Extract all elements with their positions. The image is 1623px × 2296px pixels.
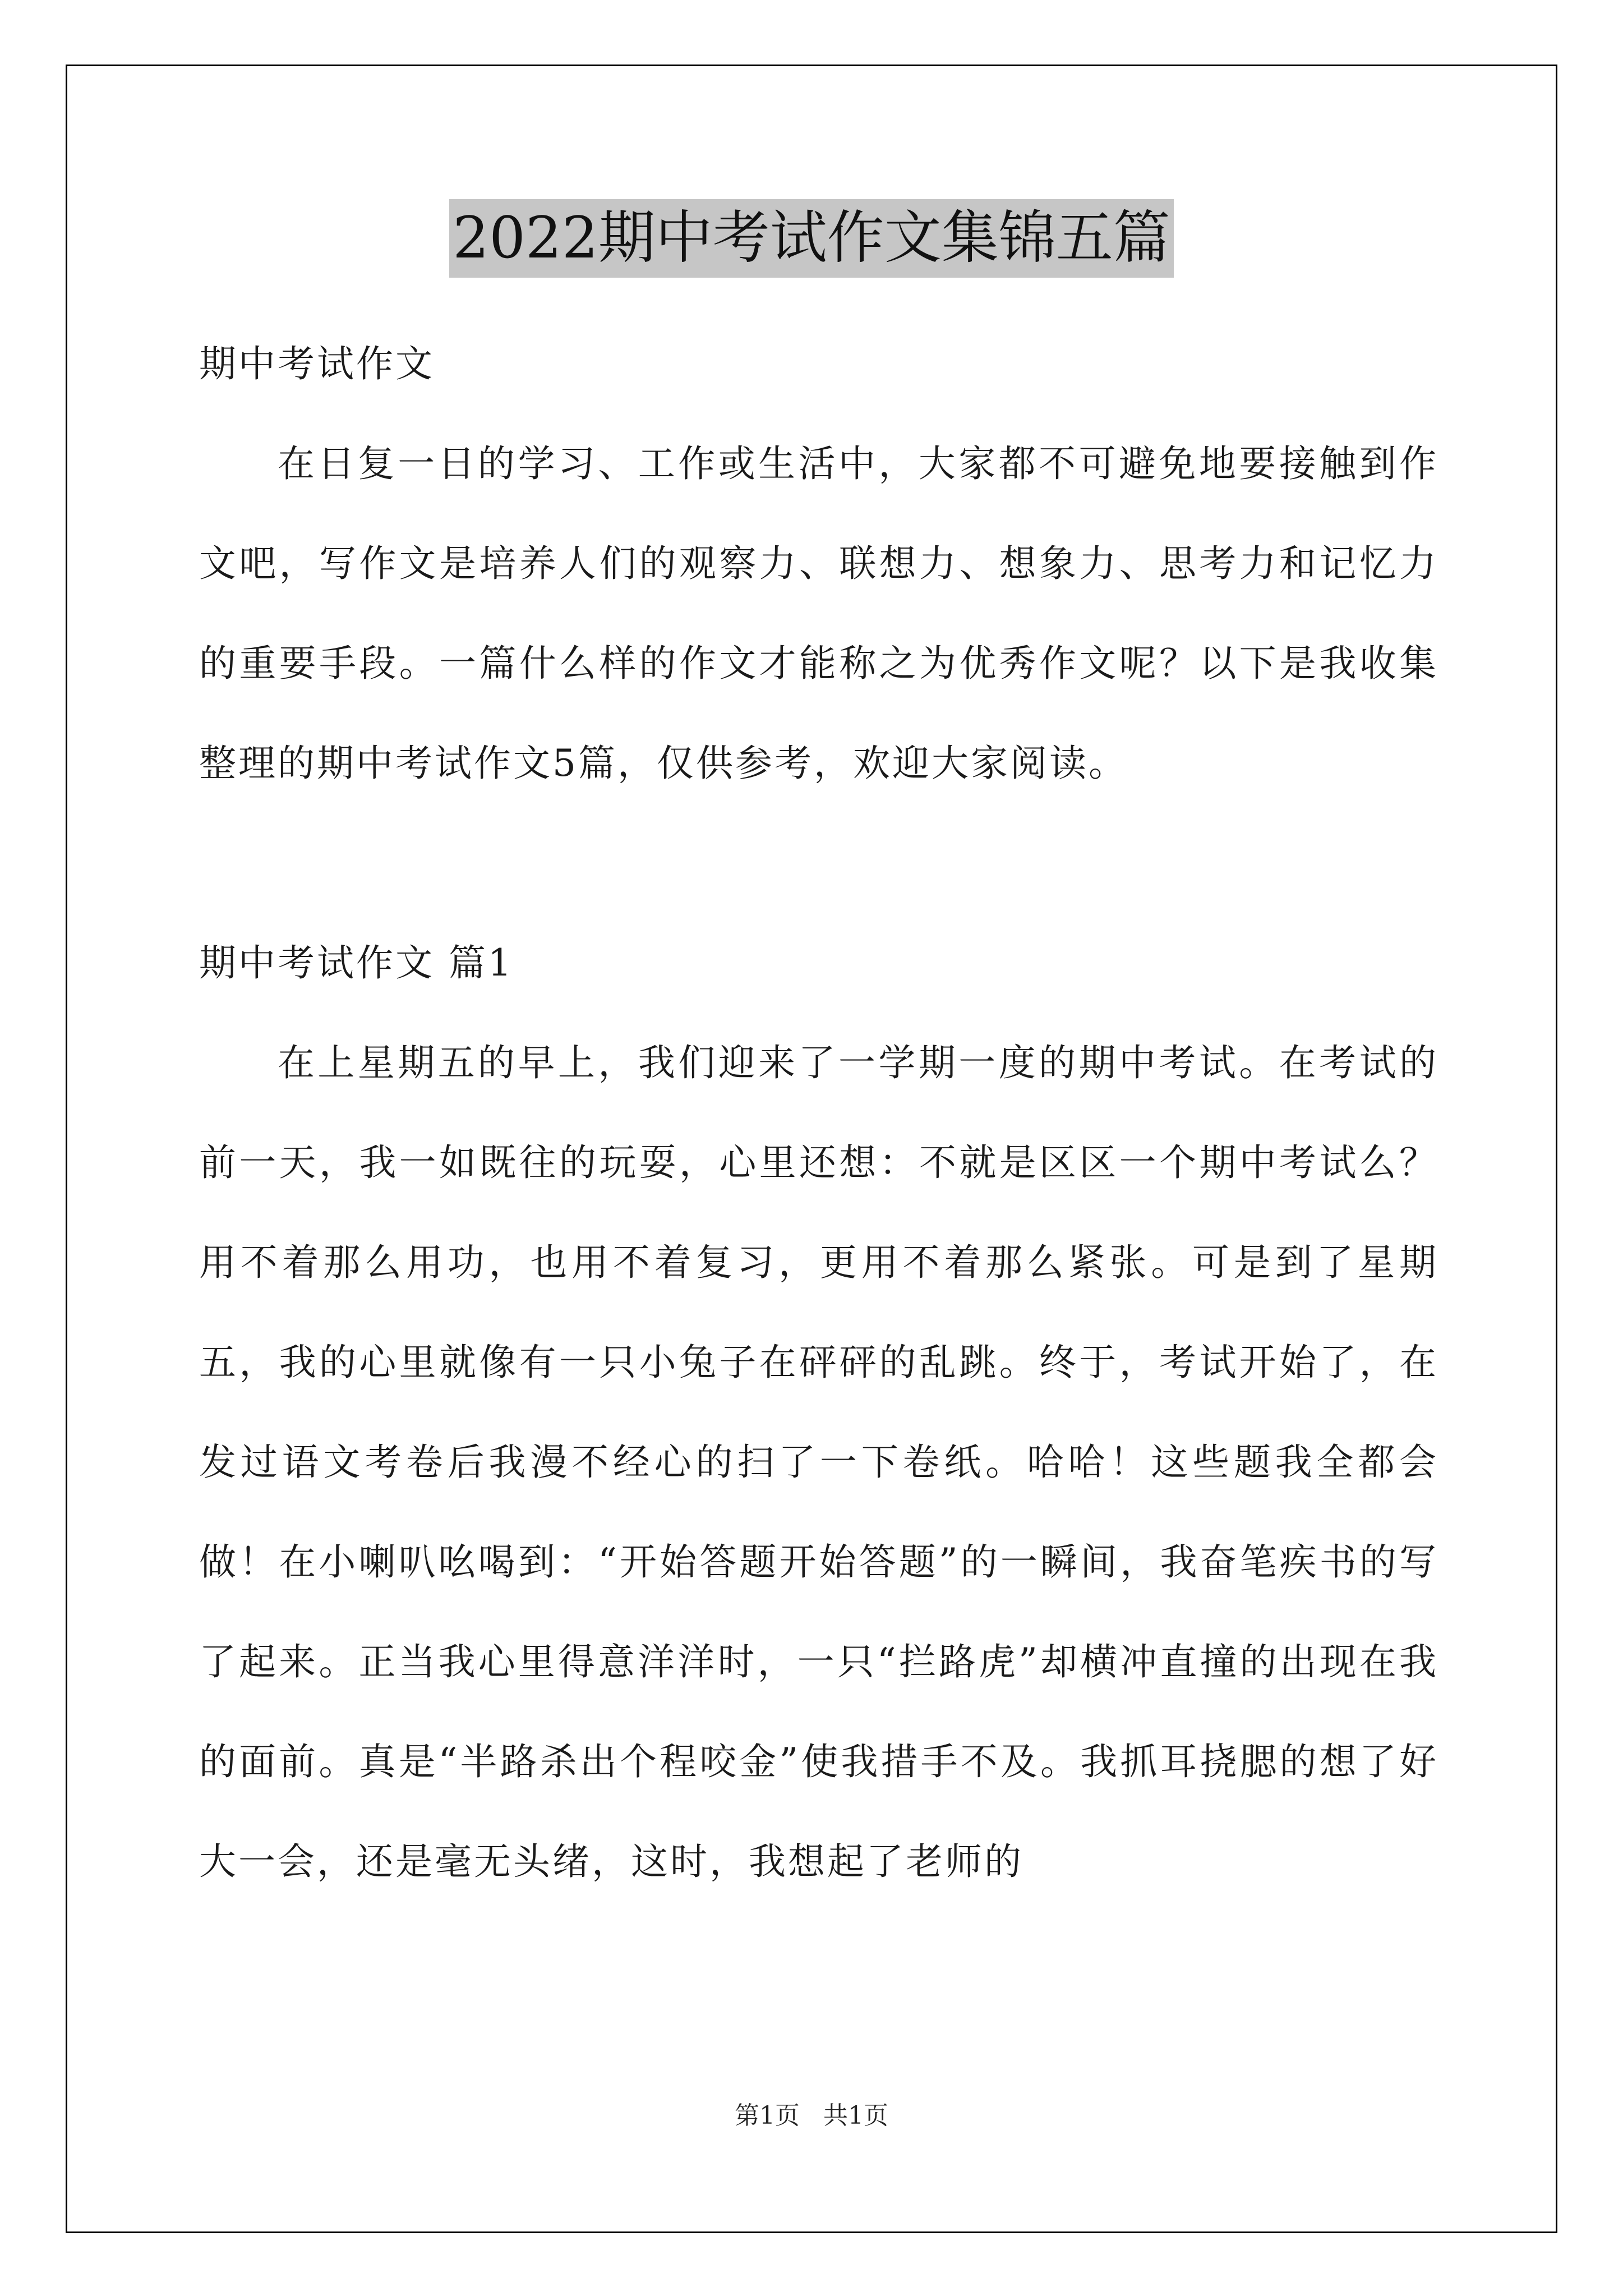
document-title: 2022期中考试作文集锦五篇: [449, 199, 1174, 278]
page-footer: 第1页 共1页: [735, 2101, 888, 2130]
document-body: [199, 314, 1438, 1912]
essay-heading: 期中考试作文 篇1: [199, 941, 514, 984]
paragraph-spacer: [199, 813, 1438, 913]
section-heading: 期中考试作文: [199, 342, 435, 385]
intro-paragraph: 在日复一日的学习、工作或生活中，大家都不可避免地要接触到作文吧，写作文是培养人们的观察力、联想力、想象力、思考力和记忆力的重要手段。一篇什么样的作文才能称之为优秀作文呢？以下是我收集整理的期中考试作文5篇，仅供参考，欢迎大家阅读。: [199, 442, 1438, 785]
title-container: [0, 199, 1623, 278]
essay-paragraph: 在上星期五的早上，我们迎来了一学期一度的期中考试。在考试的前一天，我一如既往的玩耍，心里还想：不就是区区一个期中考试么？用不着那么用功，也用不着复习，更用不着那么紧张。可是到了星期五，我的心里就像有一只小兔子在砰砰的乱跳。终于，考试开始了，在发过语文考卷后我漫不经心的扫了一下卷纸。哈哈！这些题我全都会做！在小喇叭吆喝到：“开始答题开始答题”的一瞬间，我奋笔疾书的写了起来。正当我心里得意洋洋时，一只“拦路虎”却横冲直撞的出现在我的面前。真是“半路杀出个程咬金”使我措手不及。我抓耳挠腮的想了好大一会，还是毫无头绪，这时，我想起了老师的: [199, 1041, 1438, 1883]
